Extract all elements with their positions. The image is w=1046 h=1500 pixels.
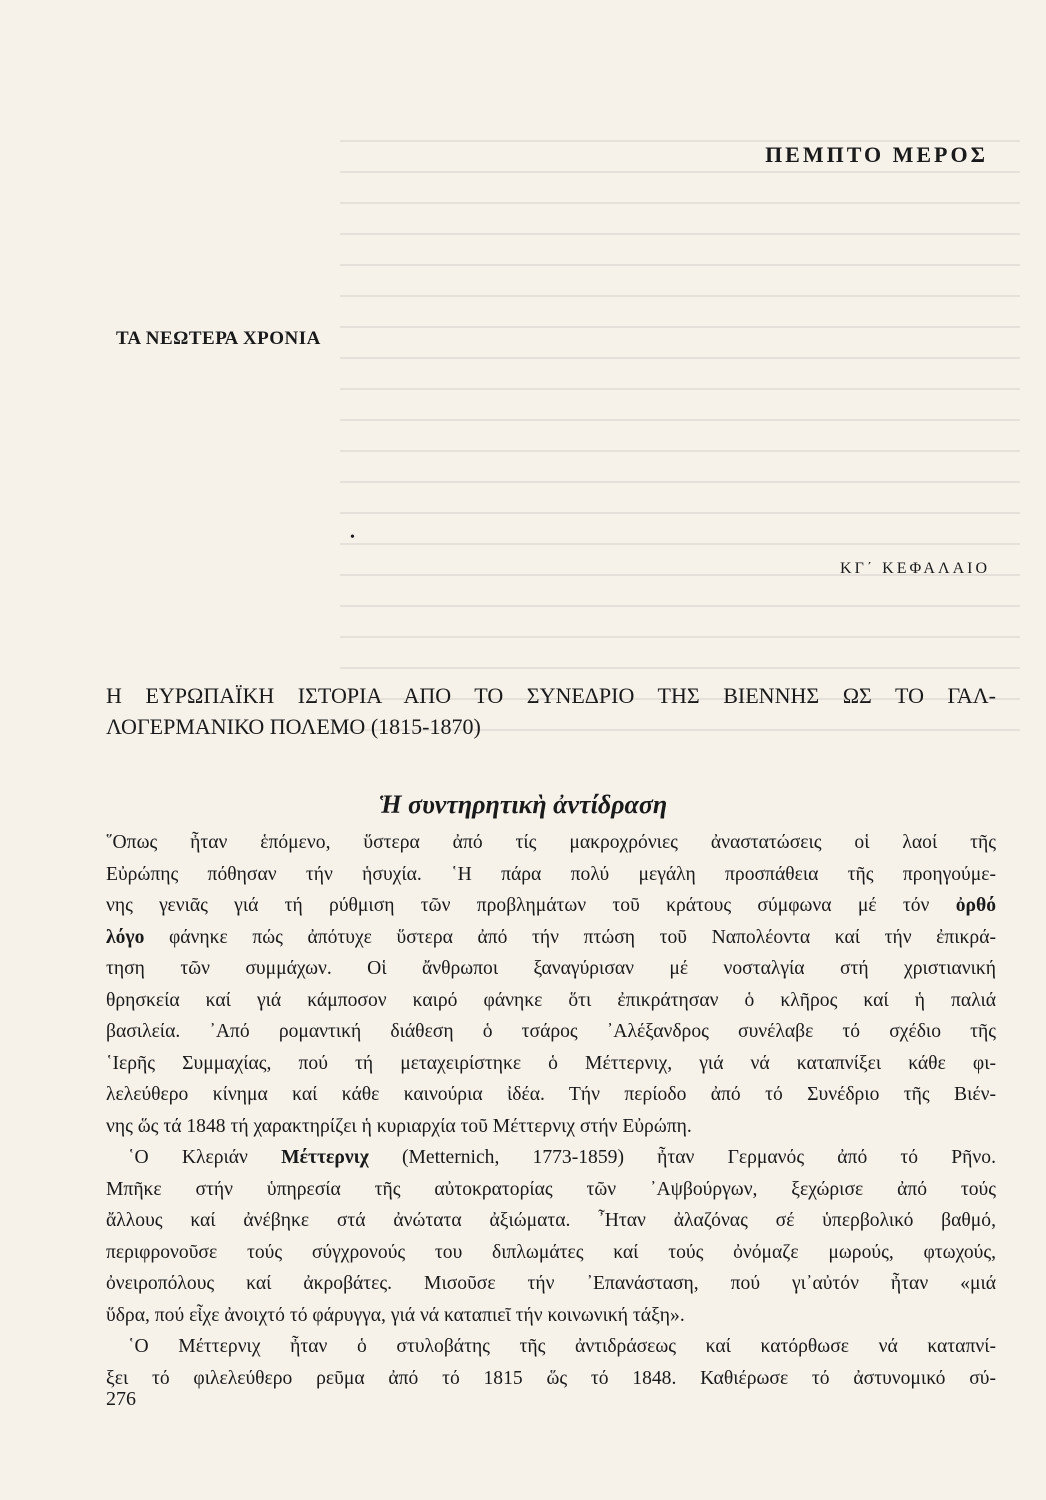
text-line (106, 890, 996, 922)
ink-speck: • (350, 530, 355, 545)
chapter-title-line: Η ΕΥΡΩΠΑΪΚΗ ΙΣΤΟΡΙΑ ΑΠΟ ΤΟ ΣΥΝΕΔΡΙΟ ΤΗΣ ΒΙΕΝΝΗΣ ΩΣ ΤΟ ΓΑΛ- (106, 683, 996, 708)
body-text (106, 827, 996, 1394)
text-segment: (Metternich, 1773-1859) ἦταν Γερμανός ἀπό τό Ρῆνο. (401, 1147, 996, 1168)
chapter-title-line: ΛΟΓΕΡΜΑΝΙΚΟ ΠΟΛΕΜΟ (1815-1870) (106, 714, 481, 739)
text-segment: ῾Ο Κλεριάν (128, 1147, 248, 1168)
show-through-text (340, 140, 1020, 760)
chapter-label: ΚΓ΄ ΚΕΦΑΛΑΙΟ (840, 560, 990, 577)
bold-term-cont: λόγο (106, 926, 145, 948)
text-line: ῾Ιερῆς Συμμαχίας, πού τή μεταχειρίστηκε ὁ Μέττερνιχ, γιά νά καταπνίξει κάθε φι- (106, 1052, 996, 1074)
text-line: Μπῆκε στήν ὑπηρεσία τῆς αὐτοκρατορίας τῶν ᾿Αψβούργων, ξεχώρισε ἀπό τούς (106, 1178, 996, 1200)
text-line (106, 922, 996, 954)
text-line: Εὐρώπης πόθησαν τήν ἡσυχία. ῾Η πάρα πολύ μεγάλη προσπάθεια τῆς προηγούμε- (106, 863, 996, 885)
section-title: Ἡ συντηρητικὴ ἀντίδραση (378, 790, 668, 819)
paragraph-2 (106, 1142, 996, 1331)
text-line: νης ὥς τά 1848 τή χαρακτηρίζει ἡ κυριαρχία τοῦ Μέττερνιχ στήν Εὐρώπη. (106, 1115, 692, 1137)
text-line: λελεύθερο κίνημα καί κάθε καινούρια ἰδέα. Τήν περίοδο ἀπό τό Συνέδριο τῆς Βιέν- (106, 1084, 996, 1105)
paragraph-1 (106, 827, 996, 1142)
chapter-title (106, 680, 996, 742)
bold-name: Μέττερνιχ (281, 1147, 369, 1168)
text-line: τηση τῶν συμμάχων. Οἱ ἄνθρωποι ξαναγύρισαν μέ νοσταλγία στή χριστιανική (106, 958, 996, 979)
text-segment: νης γενιᾶς γιά τή ρύθμιση τῶν προβλημάτων τοῦ κράτους σύμφωνα μέ τόν (106, 895, 930, 916)
text-line: ὕδρα, πού εἶχε ἀνοιχτό τό φάρυγγα, γιά νά καταπιεῖ τήν κοινωνική τάξη». (106, 1304, 685, 1326)
bold-term: ὀρθό (955, 895, 996, 916)
text-line: ξει τό φιλελεύθερο ρεῦμα ἀπό τό 1815 ὥς τό 1848. Καθιέρωσε τό ἀστυνομικό σύ- (106, 1367, 996, 1389)
paragraph-3 (106, 1331, 996, 1394)
text-line: ῾Ο Μέττερνιχ ἦταν ὁ στυλοβάτης τῆς ἀντιδράσεως καί κατόρθωσε νά καταπνί- (128, 1336, 996, 1357)
text-line: βασιλεία. ᾿Από ρομαντική διάθεση ὁ τσάρος ᾿Αλέξανδρος συνέλαβε τό σχέδιο τῆς (106, 1021, 996, 1042)
era-title: ΤΑ ΝΕΩΤΕΡΑ ΧΡΟΝΙΑ (116, 328, 321, 349)
text-line: ῞Οπως ἦταν ἑπόμενο, ὕστερα ἀπό τίς μακροχρόνιες ἀναστατώσεις οἱ λαοί τῆς (106, 832, 996, 853)
text-line: περιφρονοῦσε τούς σύγχρονούς του διπλωμάτες καί τούς ὀνόμαζε μωρούς, φτωχούς, (106, 1241, 996, 1263)
text-segment: φάνηκε πώς ἀπότυχε ὕστερα ἀπό τήν πτώση τοῦ Ναπολέοντα καί τήν ἐπικρά- (168, 926, 996, 948)
text-line: θρησκεία καί γιά κάμποσον καιρό φάνηκε ὅτι ἐπικράτησαν ὁ κλῆρος καί ἡ παλιά (106, 989, 996, 1011)
part-title: ΠΕΜΠΤΟ ΜΕΡΟΣ (765, 142, 988, 167)
page-number: 276 (106, 1388, 136, 1410)
text-line (106, 1142, 996, 1174)
text-line: ἄλλους καί ἀνέβηκε στά ἀνώτατα ἀξιώματα. ῏Ηταν ἀλαζόνας σέ ὑπερβολικό βαθμό, (106, 1210, 996, 1231)
text-line: ὀνειροπόλους καί ἀκροβάτες. Μισοῦσε τήν ᾿Επανάσταση, πού γι᾿αὐτόν ἦταν «μιά (106, 1273, 996, 1294)
